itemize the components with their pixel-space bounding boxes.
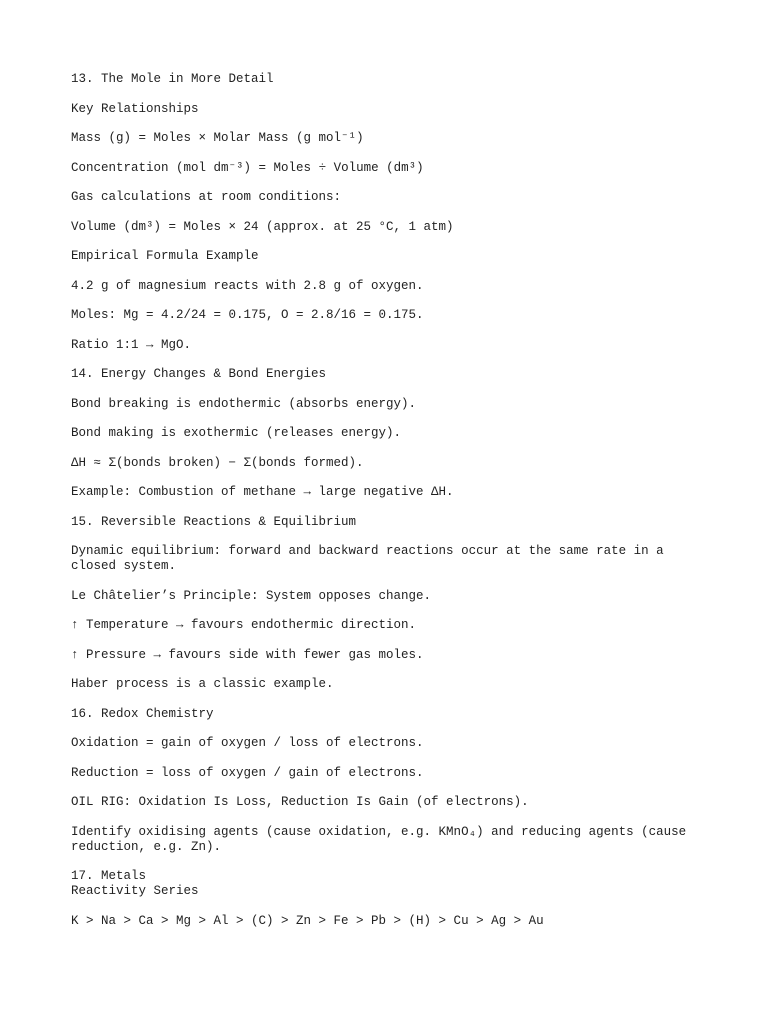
section-heading-metals: 17. Metals [71,869,147,883]
section-heading-redox: 16. Redox Chemistry [71,706,214,721]
text-le-chatelier: Le Châtelier’s Principle: System opposes change. [71,588,432,603]
text-combustion-example: Example: Combustion of methane → large negative ΔH. [71,485,454,499]
section-heading-mole: 13. The Mole in More Detail [71,72,274,86]
formula-concentration: Concentration (mol dm⁻³) = Moles ÷ Volume (dm³) [71,160,424,175]
subheading-reactivity-series: Reactivity Series [71,884,199,898]
text-oil-rig: OIL RIG: Oxidation Is Loss, Reduction Is Gain (of electrons). [71,795,529,809]
text-temperature-effect: ↑ Temperature → favours endothermic direction. [71,618,417,632]
subheading-key-relationships: Key Relationships [71,101,199,116]
subheading-empirical-formula: Empirical Formula Example [71,249,259,263]
document-page [71,72,701,943]
text-reactivity-order: K > Na > Ca > Mg > Al > (C) > Zn > Fe > Pb > (H) > Cu > Ag > Au [71,913,544,928]
text-example-ratio: Ratio 1:1 → MgO. [71,337,192,352]
text-bond-breaking: Bond breaking is endothermic (absorbs energy). [71,396,417,411]
formula-mass: Mass (g) = Moles × Molar Mass (g mol⁻¹) [71,131,364,145]
text-agents: Identify oxidising agents (cause oxidation, e.g. KMnO₄) and reducing agents (cause reduction, e.g. Zn). [71,824,694,854]
text-reduction: Reduction = loss of oxygen / gain of electrons. [71,765,424,780]
text-haber-process: Haber process is a classic example. [71,677,334,691]
text-gas-calculations: Gas calculations at room conditions: [71,190,342,204]
section-heading-energy: 14. Energy Changes & Bond Energies [71,367,327,381]
text-dynamic-equilibrium: Dynamic equilibrium: forward and backward reactions occur at the same rate in a closed system. [71,544,672,573]
text-bond-making: Bond making is exothermic (releases energy). [71,426,402,440]
text-example-reaction: 4.2 g of magnesium reacts with 2.8 g of oxygen. [71,278,424,293]
formula-gas-volume: Volume (dm³) = Moles × 24 (approx. at 25 °C, 1 atm) [71,219,454,234]
text-example-moles: Moles: Mg = 4.2/24 = 0.175, O = 2.8/16 = 0.175. [71,308,424,322]
text-oxidation: Oxidation = gain of oxygen / loss of electrons. [71,736,424,750]
section-heading-equilibrium: 15. Reversible Reactions & Equilibrium [71,514,357,529]
formula-delta-h: ΔH ≈ Σ(bonds broken) − Σ(bonds formed). [71,455,364,470]
text-pressure-effect: ↑ Pressure → favours side with fewer gas moles. [71,647,424,662]
